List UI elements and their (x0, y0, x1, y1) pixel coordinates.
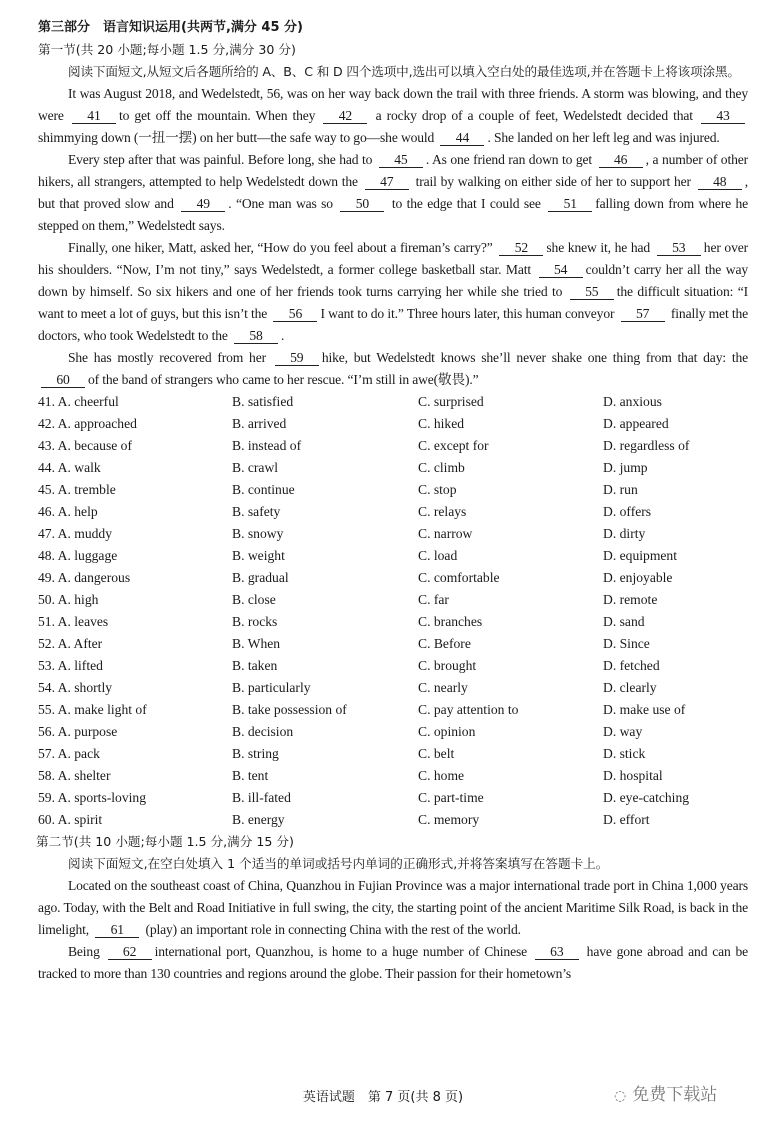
option-54-D: D. clearly (603, 680, 657, 695)
paragraph (38, 941, 748, 985)
blank-61: 61 (95, 922, 139, 938)
option-60-A: 60. A. spirit (38, 812, 103, 827)
option-48-A: 48. A. luggage (38, 548, 118, 563)
blank-42: 42 (323, 108, 367, 124)
blank-46: 46 (599, 152, 643, 168)
option-59-A: 59. A. sports-loving (38, 790, 146, 805)
option-47-A: 47. A. muddy (38, 526, 113, 541)
option-42-C: C. hiked (418, 416, 465, 431)
option-45-B: B. continue (232, 482, 295, 497)
section1-instruction: 阅读下面短文,从短文后各题所给的 A、B、C 和 D 四个选项中,选出可以填入空白处的最佳选项,并在答题卡上将该项涂黑。 (68, 64, 740, 79)
paragraph (38, 347, 748, 391)
blank-57: 57 (621, 306, 665, 322)
option-58-C: C. home (418, 768, 465, 783)
option-60-C: C. memory (418, 812, 480, 827)
option-44-B: B. crawl (232, 460, 279, 475)
cloze-passage (38, 83, 748, 391)
option-47-C: C. narrow (418, 526, 473, 541)
option-60-D: D. effort (603, 812, 650, 827)
option-53-B: B. taken (232, 658, 278, 673)
option-42-A: 42. A. approached (38, 416, 137, 431)
paragraph (38, 83, 748, 149)
option-51-A: 51. A. leaves (38, 614, 109, 629)
option-42-D: D. appeared (603, 416, 669, 431)
option-59-B: B. ill-fated (232, 790, 291, 805)
blank-60: 60 (41, 372, 85, 388)
option-52-A: 52. A. After (38, 636, 103, 651)
option-53-C: C. brought (418, 658, 477, 673)
text-segment: have gone abroad and can be tracked to more than 130 countries and regions around the globe. Their passion for their hometown’s (38, 944, 748, 981)
options-grid (38, 391, 748, 831)
text-segment: falling down from where he stepped on them,” Wedelstedt says. (38, 196, 748, 233)
option-48-B: B. weight (232, 548, 285, 563)
text-segment: . She landed on her left leg and was injured. (487, 130, 720, 145)
option-41-C: C. surprised (418, 394, 484, 409)
option-50-C: C. far (418, 592, 449, 607)
blank-47: 47 (365, 174, 409, 190)
section1-title: 第一节(共 20 小题;每小题 1.5 分,满分 30 分) (38, 42, 296, 57)
blank-63: 63 (535, 944, 579, 960)
option-51-C: C. branches (418, 614, 483, 629)
option-53-A: 53. A. lifted (38, 658, 103, 673)
text-segment: It was August 2018, and Wedelstedt, 56, was on her way back down the trail with three friends. A storm was blowing, and they were (38, 86, 748, 123)
option-45-D: D. run (603, 482, 638, 497)
option-46-C: C. relays (418, 504, 467, 519)
text-segment: , but that proved slow and (38, 174, 748, 211)
option-49-A: 49. A. dangerous (38, 570, 131, 585)
option-58-D: D. hospital (603, 768, 663, 783)
text-segment: Being (68, 944, 105, 959)
text-segment: Finally, one hiker, Matt, asked her, “How do you feel about a fireman’s carry?” (68, 240, 497, 255)
text-segment: her over his shoulders. “Now, I’m not tiny,” says Wedelstedt, a former college basketball star. Matt (38, 240, 748, 277)
text-segment: . As one friend ran down to get (425, 152, 596, 167)
option-51-D: D. sand (603, 614, 645, 629)
blank-44: 44 (440, 130, 484, 146)
text-segment: finally met the doctors, who took Wedelstedt to the (38, 306, 749, 343)
blank-43: 43 (701, 108, 745, 124)
blank-50: 50 (340, 196, 384, 212)
text-segment: . (280, 328, 285, 343)
text-segment: shimmying down (一扭一摆) on her butt—the safe way to go—she would (38, 130, 438, 145)
exam-page (38, 14, 748, 985)
paragraph (38, 237, 748, 347)
option-54-A: 54. A. shortly (38, 680, 113, 695)
text-segment: She has mostly recovered from her (68, 350, 272, 365)
paragraph (38, 875, 748, 941)
blank-59: 59 (275, 350, 319, 366)
option-57-D: D. stick (603, 746, 646, 761)
option-47-B: B. snowy (232, 526, 284, 541)
text-segment: she knew it, he had (546, 240, 654, 255)
option-55-B: B. take possession of (232, 702, 347, 717)
option-46-B: B. safety (232, 504, 281, 519)
option-46-A: 46. A. help (38, 504, 98, 519)
option-55-C: C. pay attention to (418, 702, 519, 717)
option-56-D: D. way (603, 724, 643, 739)
option-55-A: 55. A. make light of (38, 702, 147, 717)
option-55-D: D. make use of (603, 702, 686, 717)
blank-52: 52 (499, 240, 543, 256)
option-59-D: D. eye-catching (603, 790, 690, 805)
option-42-B: B. arrived (232, 416, 287, 431)
option-50-B: B. close (232, 592, 276, 607)
option-41-A: 41. A. cheerful (38, 394, 119, 409)
text-segment: hike, but Wedelstedt knows she’ll never shake one thing from that day: the (321, 350, 748, 365)
blank-41: 41 (72, 108, 116, 124)
option-48-D: D. equipment (603, 548, 677, 563)
option-53-D: D. fetched (603, 658, 660, 673)
text-segment: . “One man was so (228, 196, 338, 211)
section2-instruction: 阅读下面短文,在空白处填入 1 个适当的单词或括号内单词的正确形式,并将答案填写在答题卡上。 (68, 856, 609, 871)
option-47-D: D. dirty (603, 526, 646, 541)
option-56-A: 56. A. purpose (38, 724, 118, 739)
text-segment: a rocky drop of a couple of feet, Wedelstedt decided that (370, 108, 699, 123)
option-44-D: D. jump (603, 460, 648, 475)
option-49-C: C. comfortable (418, 570, 500, 585)
blank-54: 54 (539, 262, 583, 278)
option-57-B: B. string (232, 746, 279, 761)
text-segment: (play) an important role in connecting China with the rest of the world. (142, 922, 521, 937)
text-segment: to the edge that I could see (387, 196, 546, 211)
option-54-B: B. particularly (232, 680, 311, 695)
blank-58: 58 (234, 328, 278, 344)
option-50-A: 50. A. high (38, 592, 99, 607)
option-43-D: D. regardless of (603, 438, 690, 453)
option-44-C: C. climb (418, 460, 465, 475)
option-60-B: B. energy (232, 812, 285, 827)
option-50-D: D. remote (603, 592, 658, 607)
text-segment: Located on the southeast coast of China, Quanzhou in Fujian Province was a major international trade port in China 1,000 years ago. Today, with the Belt and Road Initiative in full swing, the city, the starting point of the ancient Maritime Silk Road, is back in the limelight, (38, 878, 748, 937)
page-footer: 英语试题 第 7 页(共 8 页) (302, 1090, 464, 1105)
text-segment: to get off the mountain. When they (118, 108, 321, 123)
blank-62: 62 (108, 944, 152, 960)
blank-45: 45 (379, 152, 423, 168)
option-52-C: C. Before (418, 636, 471, 651)
text-segment: of the band of strangers who came to her rescue. “I’m still in awe(敬畏).” (88, 372, 479, 387)
option-52-B: B. When (232, 636, 281, 651)
option-57-C: C. belt (418, 746, 455, 761)
option-49-B: B. gradual (232, 570, 289, 585)
option-54-C: C. nearly (418, 680, 468, 695)
option-44-A: 44. A. walk (38, 460, 101, 475)
option-46-D: D. offers (603, 504, 652, 519)
wechat-icon: ◌ (614, 1088, 627, 1104)
paragraph (38, 149, 748, 237)
text-segment: trail by walking on either side of her to support her (411, 174, 695, 189)
watermark-text: 免费下载站 (632, 1085, 718, 1105)
option-57-A: 57. A. pack (38, 746, 100, 761)
option-48-C: C. load (418, 548, 458, 563)
grammar-passage (38, 875, 748, 985)
section2-title: 第二节(共 10 小题;每小题 1.5 分,满分 15 分) (36, 834, 294, 849)
text-segment: I want to do it.” Three hours later, this human conveyor (320, 306, 618, 321)
option-52-D: D. Since (603, 636, 650, 651)
option-43-B: B. instead of (232, 438, 302, 453)
option-56-B: B. decision (232, 724, 294, 739)
blank-53: 53 (657, 240, 701, 256)
text-segment: couldn’t carry her all the way down by himself. So six hikers and one of her friends took turns carrying her while she tried to (38, 262, 748, 299)
blank-55: 55 (570, 284, 614, 300)
blank-49: 49 (181, 196, 225, 212)
watermark (614, 1080, 717, 1105)
text-segment: international port, Quanzhou, is home to a huge number of Chinese (154, 944, 532, 959)
option-45-C: C. stop (418, 482, 457, 497)
blank-51: 51 (548, 196, 592, 212)
option-59-C: C. part-time (418, 790, 484, 805)
option-45-A: 45. A. tremble (38, 482, 116, 497)
option-58-B: B. tent (232, 768, 269, 783)
option-56-C: C. opinion (418, 724, 476, 739)
text-segment: , a number of other hikers, all strangers, attempted to help Wedelstedt down the (38, 152, 748, 189)
option-41-B: B. satisfied (232, 394, 294, 409)
text-segment: Every step after that was painful. Before long, she had to (68, 152, 376, 167)
option-49-D: D. enjoyable (603, 570, 673, 585)
blank-56: 56 (273, 306, 317, 322)
part-title: 第三部分 语言知识运用(共两节,满分 45 分) (38, 20, 303, 35)
option-51-B: B. rocks (232, 614, 278, 629)
option-43-C: C. except for (418, 438, 489, 453)
option-41-D: D. anxious (603, 394, 662, 409)
option-58-A: 58. A. shelter (38, 768, 111, 783)
option-43-A: 43. A. because of (38, 438, 132, 453)
text-segment: the difficult situation: “I want to meet a lot of guys, but this isn’t the (38, 284, 748, 321)
blank-48: 48 (698, 174, 742, 190)
